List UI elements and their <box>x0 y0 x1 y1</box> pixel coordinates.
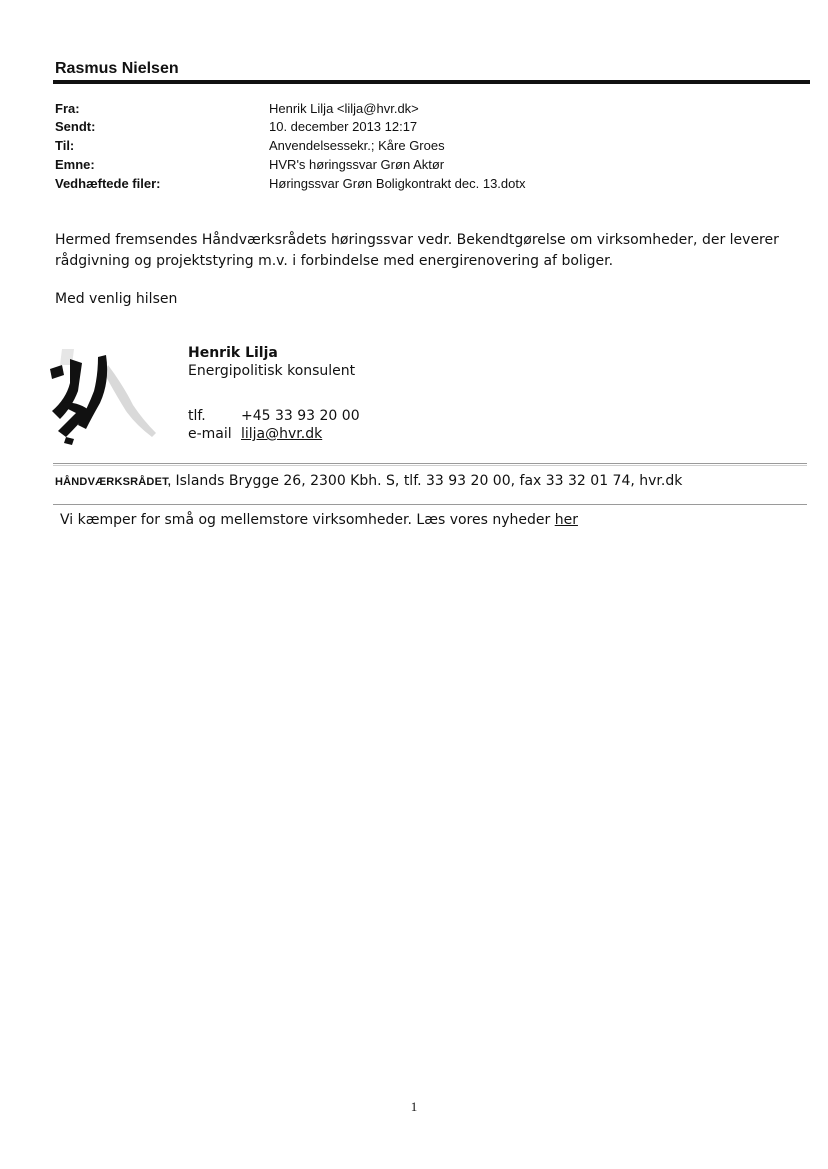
attachment-file[interactable]: Høringssvar Grøn Boligkontrakt dec. 13.dotx <box>269 176 526 191</box>
subject-value: HVR's høringssvar Grøn Aktør <box>269 157 445 172</box>
body-line-2: rådgivning og projektstyring m.v. i forbindelse med energirenovering af boliger. <box>55 253 614 269</box>
email-owner-name: Rasmus Nielsen <box>55 60 179 77</box>
footer-divider-top <box>53 463 807 466</box>
email-label: e-mail <box>188 426 232 442</box>
subject-label: Emne: <box>55 157 95 172</box>
news-link[interactable]: her <box>554 512 578 528</box>
sent-label: Sendt: <box>55 119 96 134</box>
email-link[interactable]: lilja@hvr.dk <box>241 426 323 442</box>
footer-address <box>55 473 682 489</box>
body-line-1: Hermed fremsendes Håndværksrådets høringssvar vedr. Bekendtgørelse om virksomheder, der leverer <box>55 232 779 248</box>
organization-name: HÅNDVÆRKSRÅDET, <box>55 476 172 488</box>
page-number: 1 <box>410 1099 418 1114</box>
sent-value: 10. december 2013 12:17 <box>269 119 418 134</box>
signature-name: Henrik Lilja <box>188 345 278 361</box>
from-label: Fra: <box>55 101 80 116</box>
phone-label: tlf. <box>188 408 206 424</box>
phone-value: +45 33 93 20 00 <box>241 408 360 424</box>
footer-divider-bottom <box>53 504 807 505</box>
attachments-label: Vedhæftede filer: <box>55 176 161 191</box>
hvr-logo-icon <box>48 345 160 445</box>
from-value: Henrik Lilja <lilja@hvr.dk> <box>269 101 419 116</box>
to-value: Anvendelsessekr.; Kåre Groes <box>269 138 445 153</box>
header-divider <box>53 80 810 84</box>
greeting: Med venlig hilsen <box>55 291 178 307</box>
to-label: Til: <box>55 138 75 153</box>
address-text: Islands Brygge 26, 2300 Kbh. S, tlf. 33 93 20 00, fax 33 32 01 74, hvr.dk <box>171 473 683 489</box>
promo-text: Vi kæmper for små og mellemstore virksomheder. Læs vores nyheder <box>60 512 555 528</box>
signature-title: Energipolitisk konsulent <box>188 363 356 379</box>
promo-line <box>60 512 578 528</box>
